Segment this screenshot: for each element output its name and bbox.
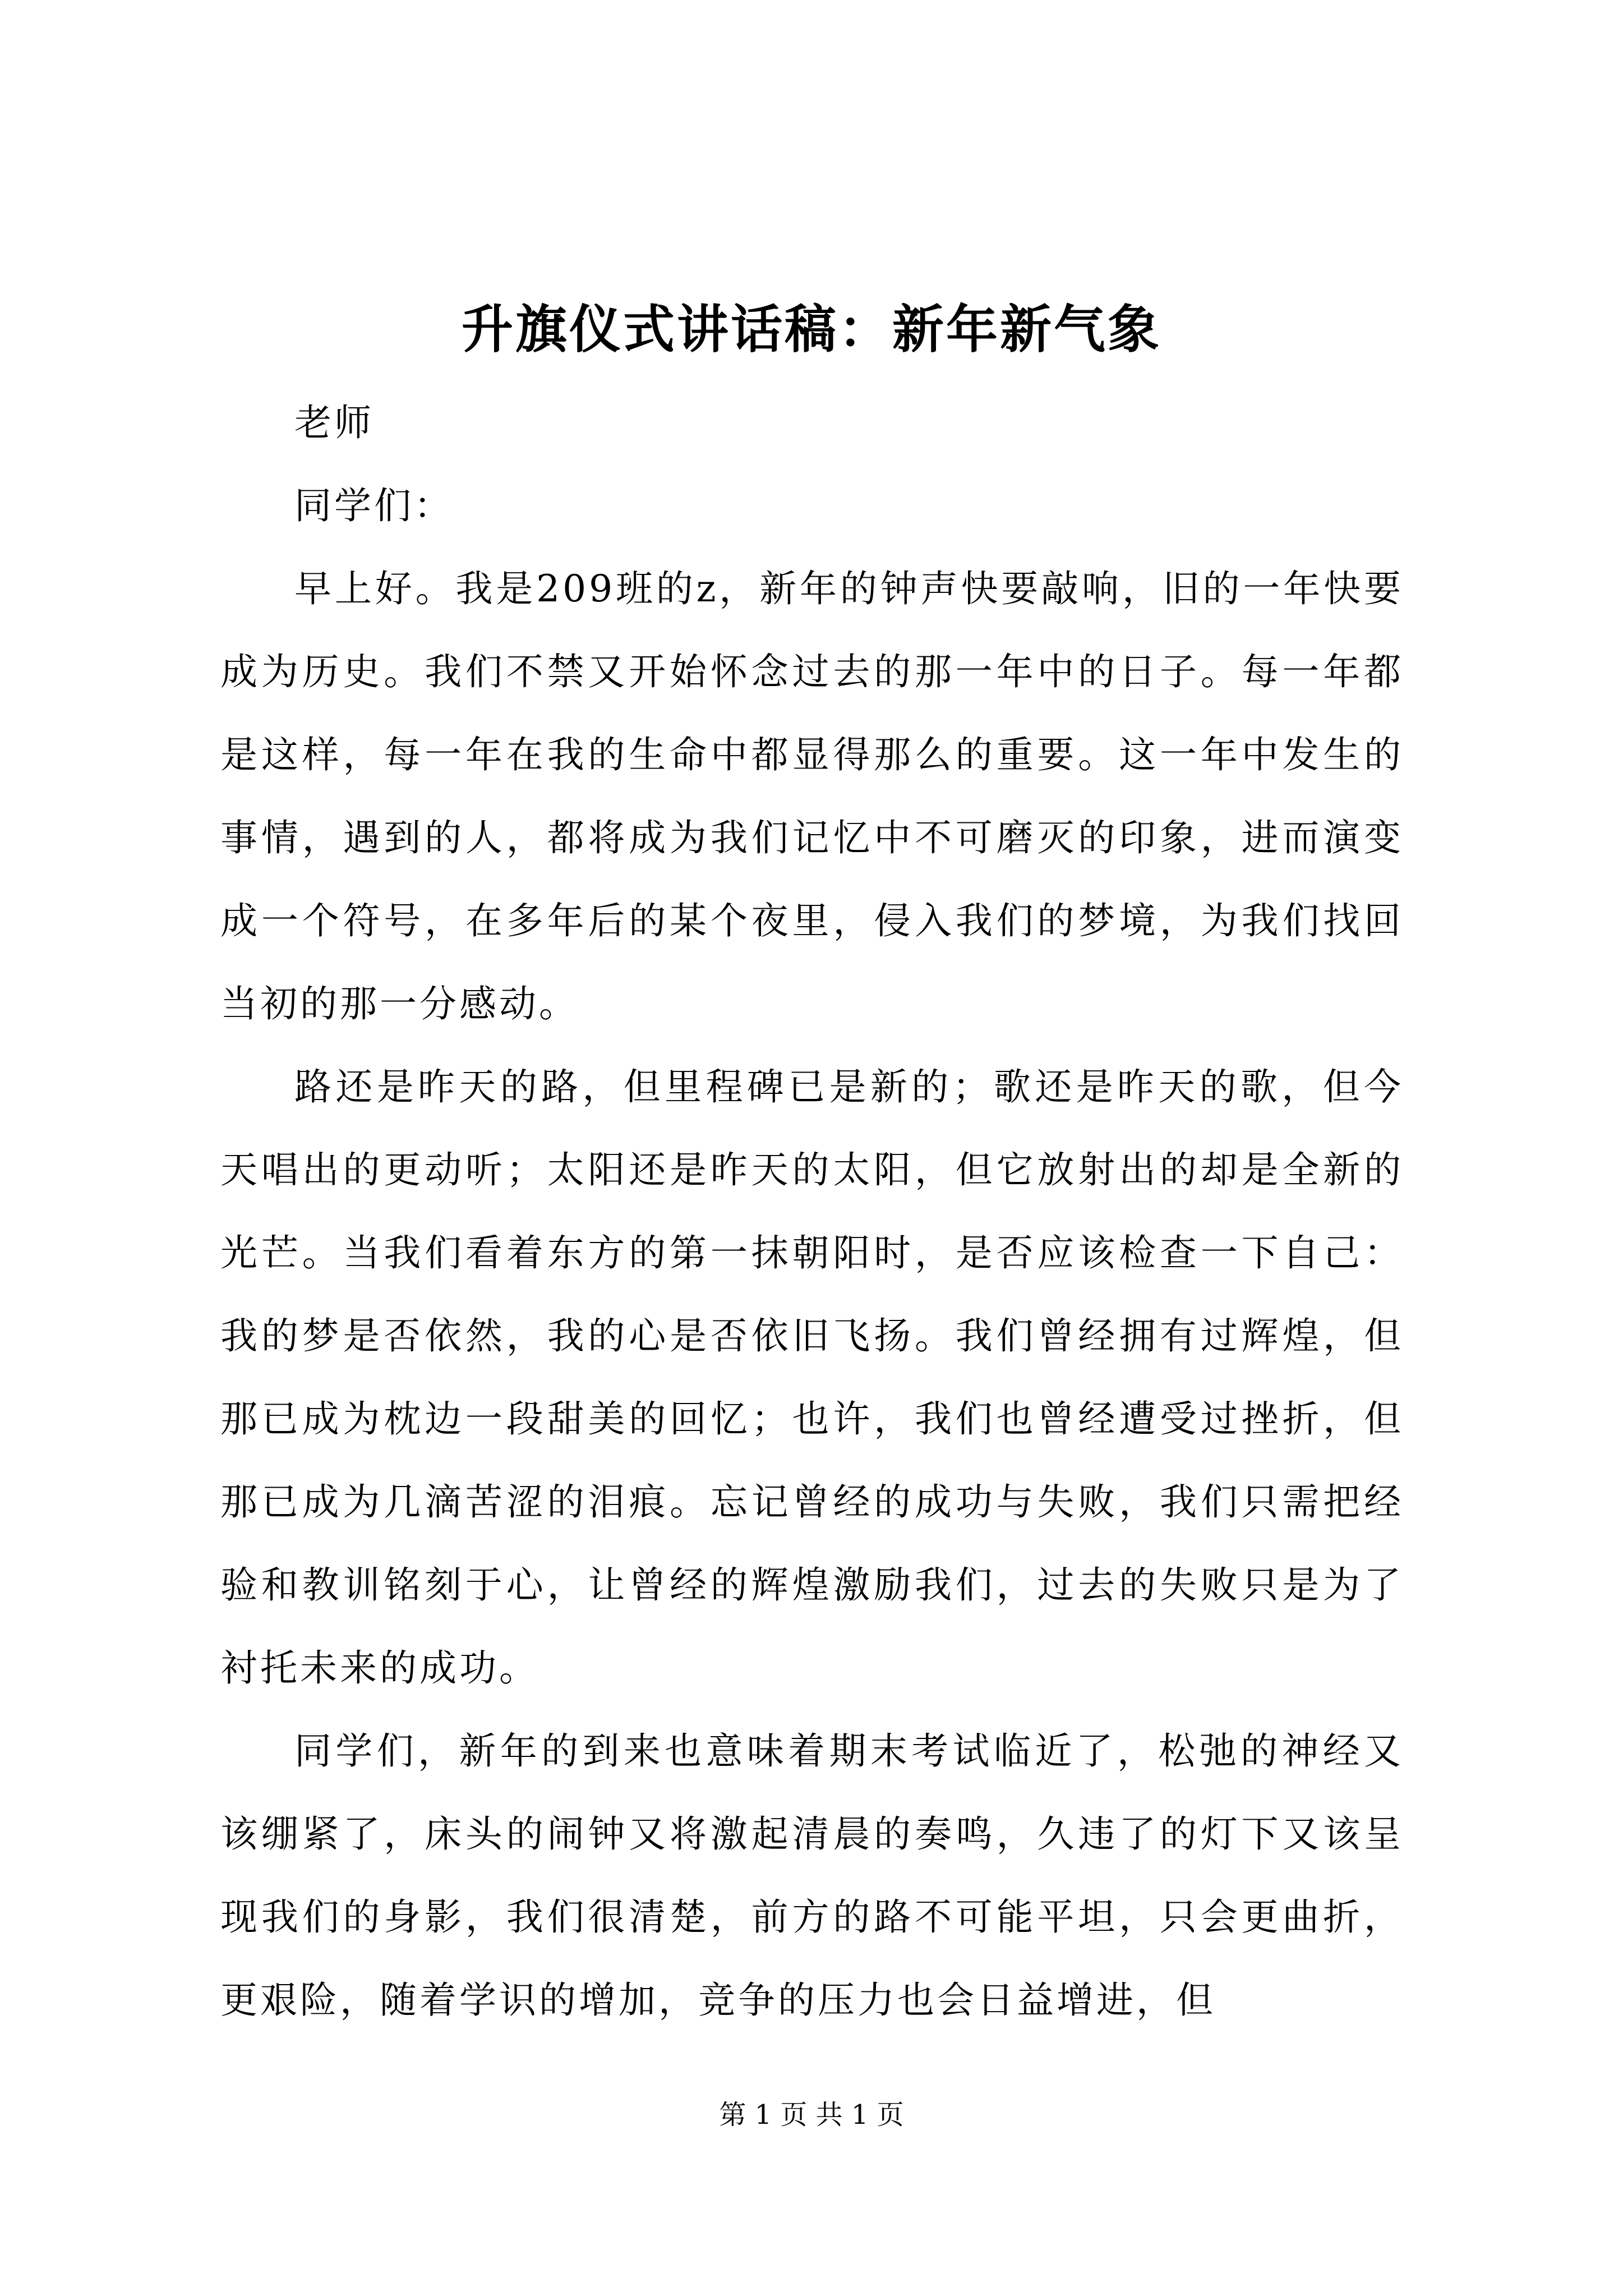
document-body <box>220 381 1404 2042</box>
body-paragraph: 同学们，新年的到来也意味着期末考试临近了，松弛的神经又该绷紧了，床头的闹钟又将激起清晨的奏鸣，久违了的灯下又该呈现我们的身影，我们很清楚，前方的路不可能平坦，只会更曲折，更艰险，随着学识的增加，竞争的压力也会日益增进，但 <box>220 1729 1404 2022</box>
salutation-teachers: 老师 <box>294 401 374 444</box>
body-paragraph: 路还是昨天的路，但里程碑已是新的；歌还是昨天的歌，但今天唱出的更动听；太阳还是昨天的太阳，但它放射出的却是全新的光芒。当我们看着东方的第一抹朝阳时，是否应该检查一下自己：我的梦是否依然，我的心是否依旧飞扬。我们曾经拥有过辉煌，但那已成为枕边一段甜美的回忆；也许，我们也曾经遭受过挫折，但那已成为几滴苦涩的泪痕。忘记曾经的成功与失败，我们只需把经验和教训铭刻于心，让曾经的辉煌激励我们，过去的失败只是为了衬托未来的成功。 <box>220 1065 1404 1690</box>
body-paragraph: 早上好。我是209班的z，新年的钟声快要敲响，旧的一年快要成为历史。我们不禁又开始怀念过去的那一年中的日子。每一年都是这样，每一年在我的生命中都显得那么的重要。这一年中发生的事情，遇到的人，都将成为我们记忆中不可磨灭的印象，进而演变成一个符号，在多年后的某个夜里，侵入我们的梦境，为我们找回当初的那一分感动。 <box>220 567 1404 1025</box>
salutation-students: 同学们： <box>294 484 454 527</box>
document-title: 升旗仪式讲话稿：新年新气象 <box>461 299 1161 360</box>
page-number-footer: 第 1 页 共 1 页 <box>719 2099 904 2131</box>
